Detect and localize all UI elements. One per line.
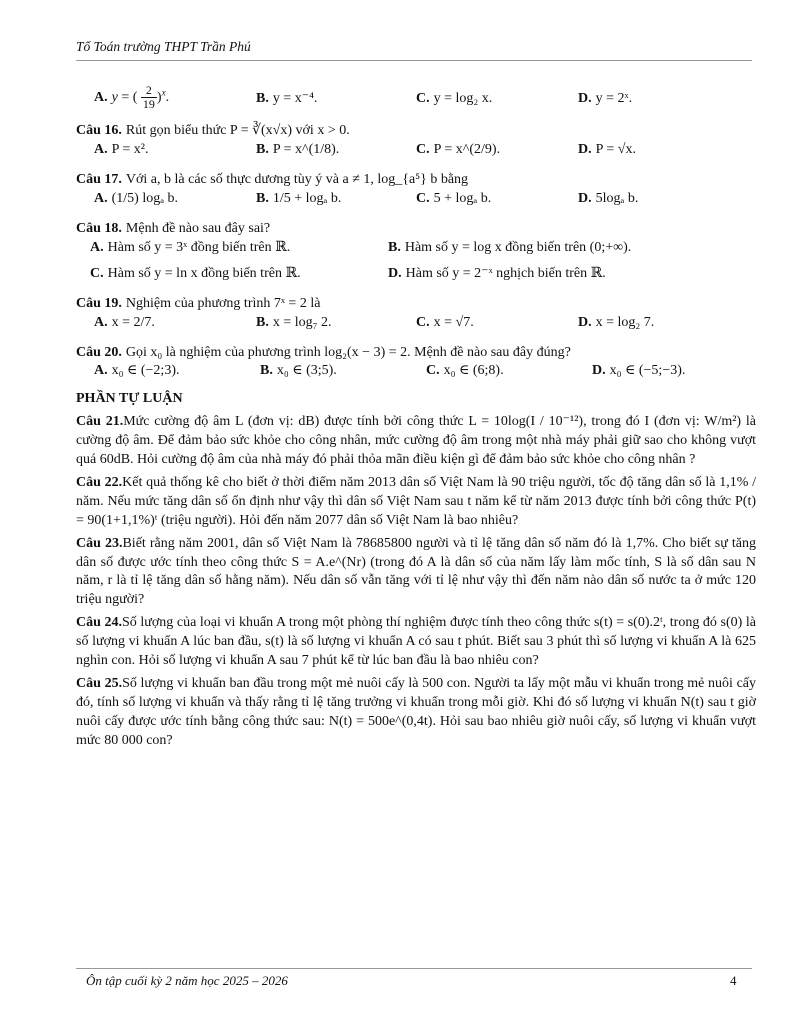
q17-option-c: C. 5 + logₐ b. [416, 190, 492, 206]
q19-options [76, 314, 756, 340]
q15-option-d: D. y = 2ˣ. [578, 91, 633, 106]
question-25: Câu 25.Số lượng vi khuẩn ban đầu trong một mẻ nuôi cấy là 500 con. Người ta lấy một mẫu vi khuẩn trong mẻ nuôi cấy đó, tính số lượng vi khuẩn và thấy rằng tỉ lệ tăng trưởng vi khuẩn trong mỗi giờ. Khi đó số lượng vi khuẩn N(t) sau t giờ nuôi cấy được ước tính bằng công thức sau: N(t) = 500e^(0,4t). Hỏi sau bao nhiêu giờ nuôi cấy, số lượng vi khuẩn vượt mức 80 000 con? [76, 675, 756, 748]
q18-option-c: C. Hàm số y = ln x đồng biến trên ℝ. [90, 265, 301, 281]
page-number: 4 [730, 973, 737, 988]
q19-option-d: D. x = log₂ 7. [578, 314, 655, 330]
q18-option-a: A. Hàm số y = 3ˣ đồng biến trên ℝ. [90, 239, 291, 255]
question-17: Câu 17. Với a, b là các số thực dương tùy ý và a ≠ 1, log_{a⁵} b bằng [76, 171, 469, 187]
q16-option-a: A. P = x². [94, 141, 149, 157]
q20-options [76, 362, 756, 388]
q18-options-row2 [76, 265, 756, 291]
q20-option-d: D. x₀ ∈ (−5;−3). [592, 363, 686, 379]
content [76, 84, 756, 750]
q18-options-row1 [76, 239, 756, 265]
page-footer: Ôn tập cuối kỳ 2 năm học 2025 – 2026 [86, 973, 288, 988]
q20-option-c: C. x₀ ∈ (6;8). [426, 363, 504, 379]
question-18: Câu 18. Mệnh đề nào sau đây sai? [76, 220, 271, 236]
q17-option-b: B. 1/5 + logₐ b. [256, 190, 342, 206]
question-16: Câu 16. Rút gọn biểu thức P = ∛(x√x) với x > 0. [76, 123, 350, 138]
footer-divider [76, 968, 752, 969]
q17-option-d: D. 5logₐ b. [578, 190, 639, 206]
q15-option-c: C. y = log₂ x. [416, 91, 493, 106]
question-21: Câu 21.Mức cường độ âm L (đơn vị: dB) được tính bởi công thức L = 10log(I / 10⁻¹²), trong đó I (đơn vị: W/m²) là cường độ âm. Để đảm bảo sức khỏe cho công nhân, mức cường độ âm trong một nhà máy phải giữ sao cho không vượt quá 60dB. Hỏi cường độ âm của nhà máy đó phải thỏa mãn điều kiện gì để đảm bảo sức khỏe cho công nhân ? [76, 414, 757, 468]
question-24: Câu 24.Số lượng của loại vi khuẩn A trong một phòng thí nghiệm được tính theo công thức s(t) = s(0).2ᵗ, trong đó s(0) là số lượng vi khuẩn A lúc ban đầu, s(t) là số lượng vi khuẩn A có sau t phút. Biết sau 3 phút thì số lượng vi khuẩn A là 625 nghìn con. Hỏi số lượng vi khuẩn A sau 7 phút kể từ lúc ban đầu là bao nhiêu con? [76, 615, 756, 669]
q15-options [76, 84, 756, 118]
question-20: Câu 20. Gọi x₀ là nghiệm của phương trình log₂(x − 3) = 2. Mệnh đề nào sau đây đúng? [76, 344, 571, 360]
q20-option-a: A. x₀ ∈ (−2;3). [94, 363, 180, 379]
q16-option-b: B. P = x^(1/8). [256, 141, 340, 157]
q17-option-a: A. (1/5) logₐ b. [94, 190, 179, 206]
page-header: Tổ Toán trường THPT Trần Phú [76, 39, 251, 54]
q16-option-c: C. P = x^(2/9). [416, 141, 501, 157]
question-23: Câu 23.Biết rằng năm 2001, dân số Việt Nam là 78685800 người và tỉ lệ tăng dân số năm đó là 1,7%. Cho biết sự tăng dân số được ước tính theo công thức S = A.e^(Nr) (trong đó A là dân số của năm lấy làm mốc tính, S là số dân sau N năm, r là tỉ lệ tăng dân số hằng năm). Nếu dân số vẫn tăng với tỉ lệ như vậy thì đến năm nào dân số nước ta ở mức 120 triệu người? [76, 535, 756, 608]
q19-option-b: B. x = log₇ 2. [256, 314, 332, 330]
q17-options [76, 190, 756, 216]
q15-option-b: B. y = x⁻⁴. [256, 91, 318, 106]
q15-option-a: A. y = ( $\frac{2}{19}$ )$^x$. [94, 83, 170, 112]
q16-option-d: D. P = √x. [578, 141, 636, 157]
question-22: Câu 22.Kết quả thống kê cho biết ở thời điểm năm 2013 dân số Việt Nam là 90 triệu người, tốc độ tăng dân số là 1,1% / năm. Nếu mức tăng dân số ổn định như vậy thì dân số Việt Nam sau t năm kể từ năm 2013 được tính bởi công thức P(t) = 90(1+1,1%)ᵗ (triệu người). Hỏi đến năm 2077 dân số Việt Nam là bao nhiêu? [76, 475, 756, 528]
q18-option-d: D. Hàm số y = 2⁻ˣ nghịch biến trên ℝ. [388, 265, 606, 281]
q19-option-a: A. x = 2/7. [94, 314, 155, 330]
q20-option-b: B. x₀ ∈ (3;5). [260, 363, 337, 379]
q19-option-c: C. x = √7. [416, 314, 474, 330]
q16-options [76, 141, 756, 167]
q18-option-b: B. Hàm số y = log x đồng biến trên (0;+∞). [388, 239, 632, 255]
question-19: Câu 19. Nghiệm của phương trình 7ˣ = 2 là [76, 295, 321, 311]
header-divider [76, 60, 752, 61]
section-title: PHẦN TỰ LUẬN [76, 391, 183, 407]
